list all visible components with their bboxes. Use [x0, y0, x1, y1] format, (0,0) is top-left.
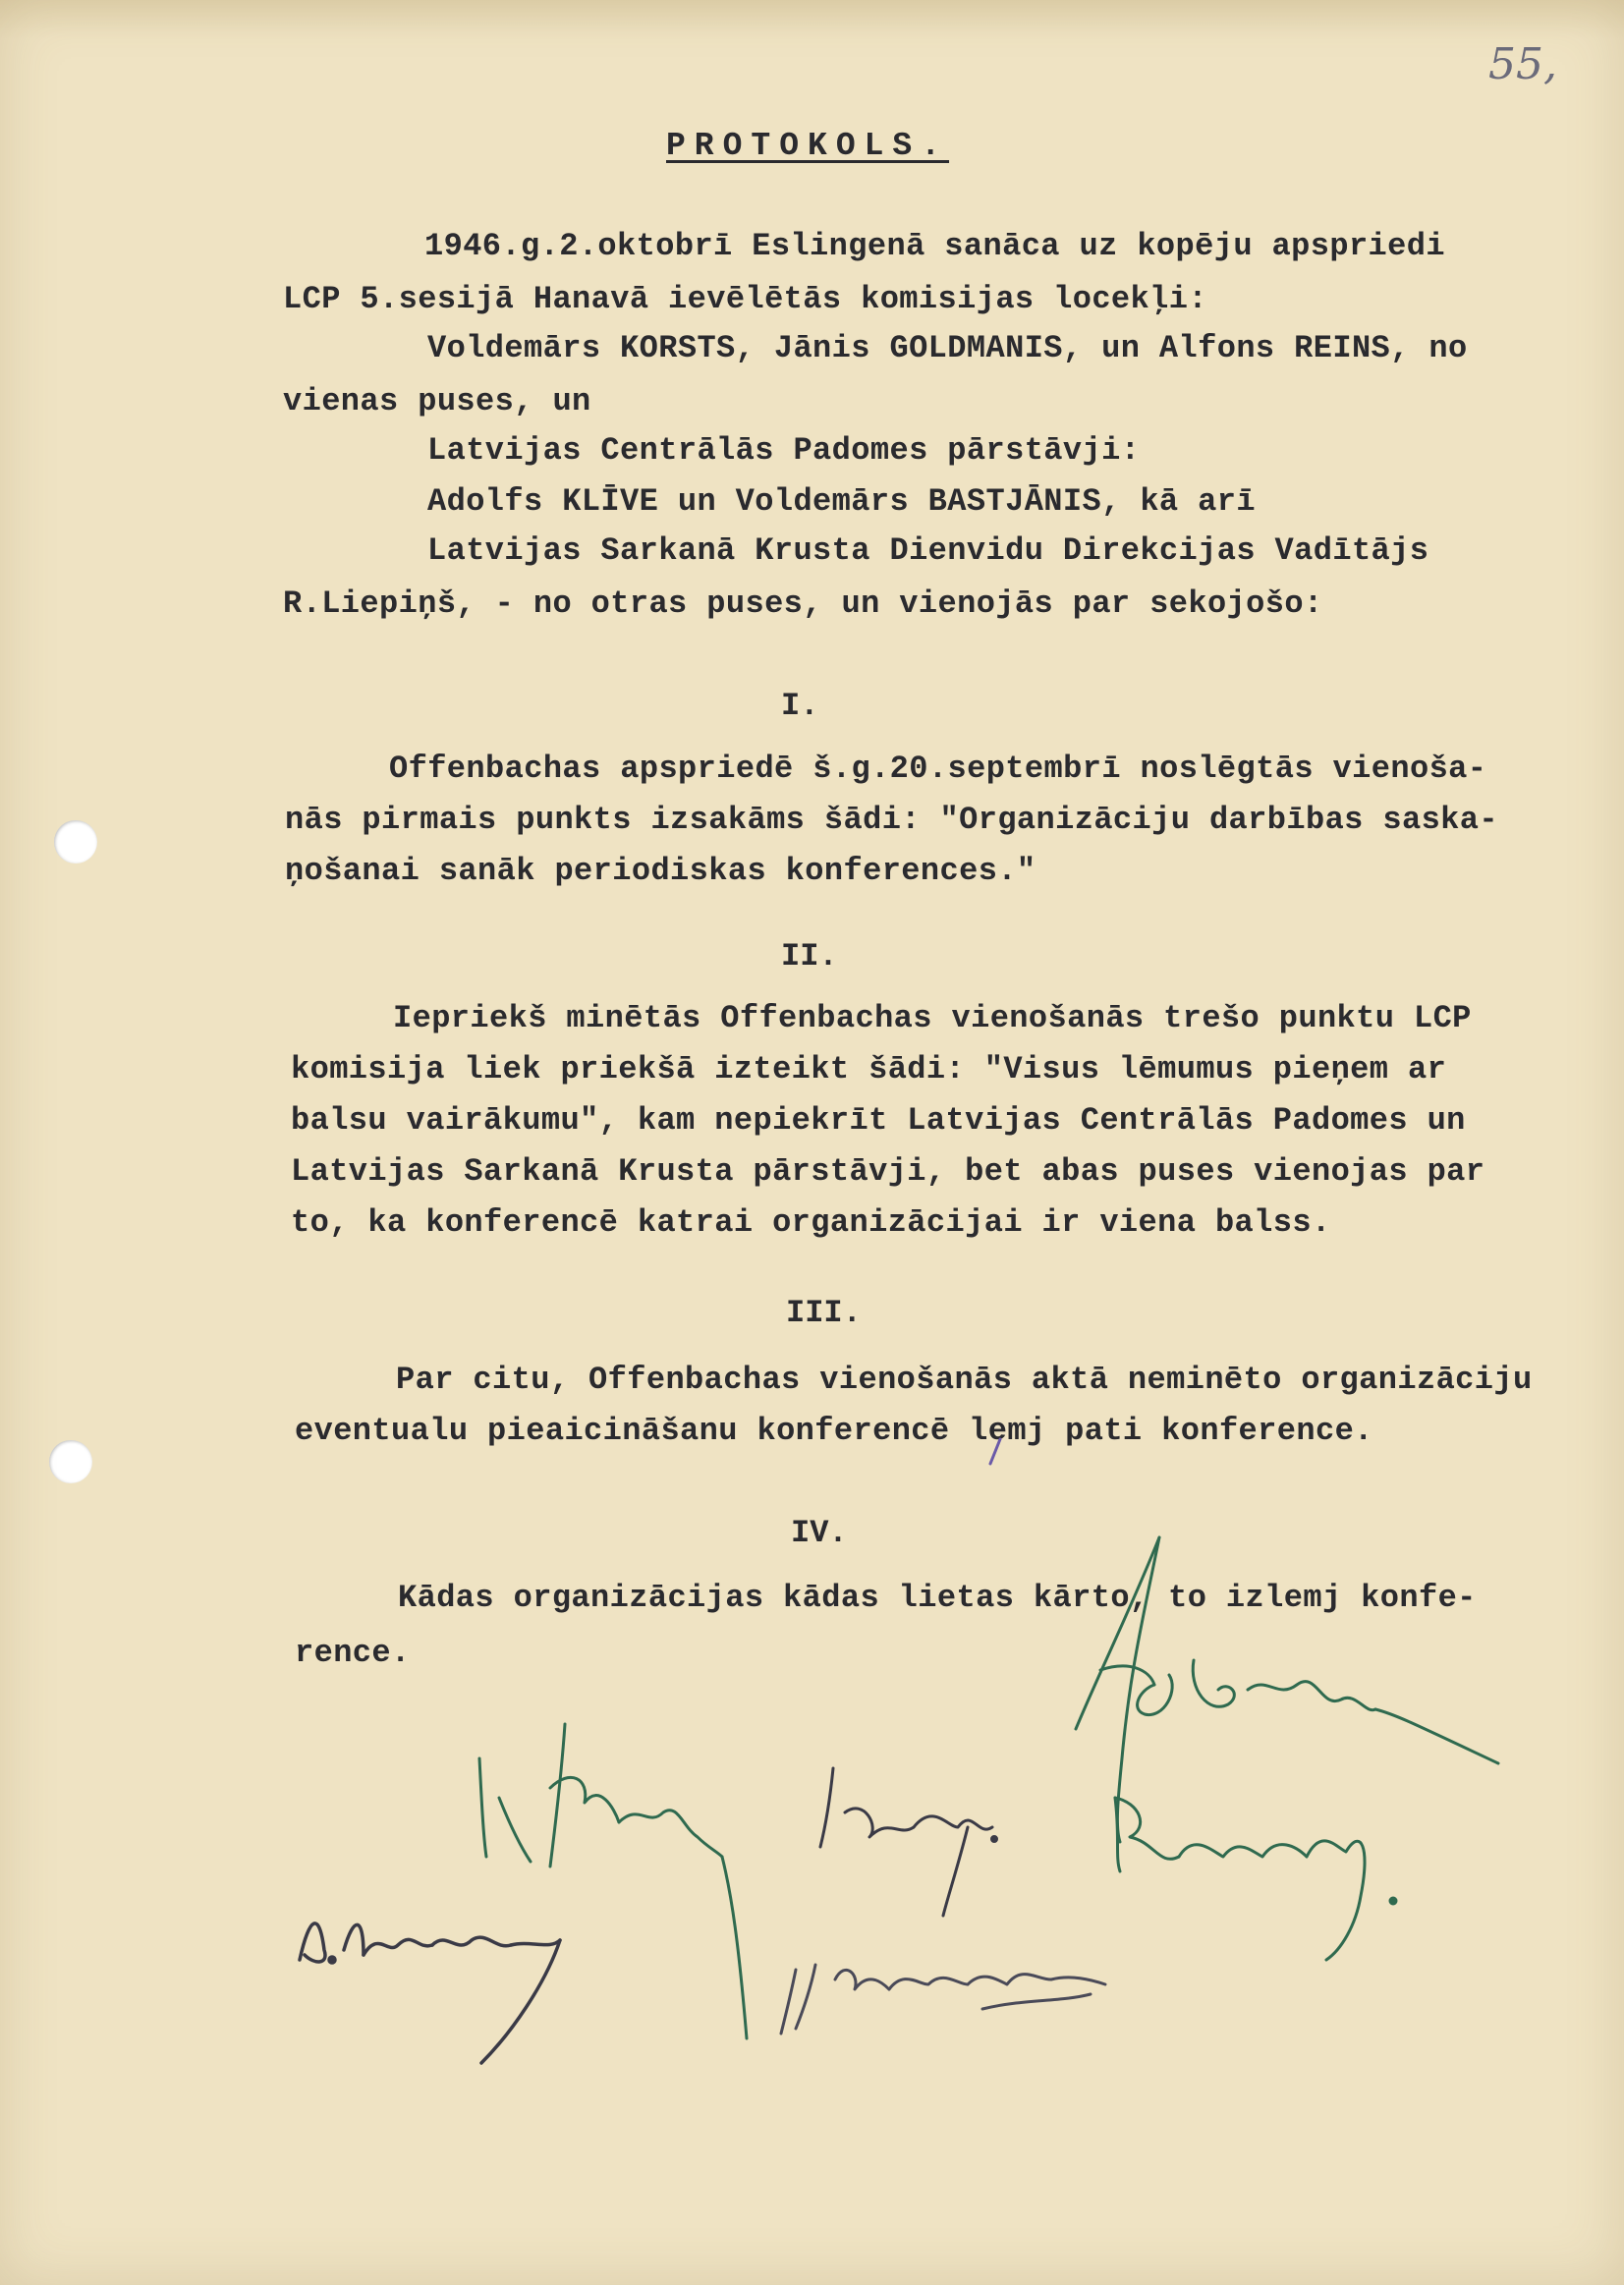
punch-hole-upper — [54, 820, 97, 864]
section-line: to, ka konferencē katrai organizācijai ir viena balss. — [291, 1204, 1331, 1241]
signature-goldmanis — [781, 1965, 1105, 2034]
signature-bastjanis — [479, 1724, 747, 2038]
section-line: Kādas organizācijas kādas lietas kārto, to izlemj konfe- — [398, 1580, 1477, 1616]
section-numeral: II. — [781, 938, 838, 975]
signature-liepins — [300, 1923, 560, 2063]
page-number: 55, — [1488, 39, 1557, 89]
section-line: balsu vairākumu", kam nepiekrīt Latvijas Centrālās Padomes un — [291, 1102, 1466, 1139]
section-line: eventualu pieaicināšanu konferencē lemj pati konference. — [295, 1413, 1373, 1449]
document-title: PROTOKOLS. — [666, 128, 950, 164]
signature-korsts — [820, 1768, 997, 1916]
section-line: ņošanai sanāk periodiskas konferences." — [285, 853, 1036, 889]
signature-reins — [1115, 1798, 1396, 1960]
intro-line: vienas puses, un — [283, 383, 591, 419]
section-line: Latvijas Sarkanā Krusta pārstāvji, bet abas puses vienojas par — [291, 1153, 1485, 1190]
section-line: Offenbachas apspriedē š.g.20.septembrī noslēgtās vienoša- — [389, 751, 1487, 787]
section-line: nās pirmais punkts izsakāms šādi: "Organizāciju darbības saska- — [285, 802, 1498, 838]
paper-top-shading — [0, 0, 1624, 39]
section-line: Par citu, Offenbachas vienošanās aktā neminēto organizāciju — [396, 1362, 1533, 1398]
section-line: Iepriekš minētās Offenbachas vienošanās trešo punktu LCP — [393, 1000, 1472, 1036]
intro-line: Latvijas Centrālās Padomes pārstāvji: — [427, 432, 1141, 469]
intro-line: Latvijas Sarkanā Krusta Dienvidu Direkcijas Vadītājs — [427, 532, 1429, 569]
section-numeral: I. — [781, 688, 819, 724]
section-line: komisija liek priekšā izteikt šādi: "Visus lēmumus pieņem ar — [291, 1051, 1447, 1087]
intro-line: R.Liepiņš, - no otras puses, un vienojās par sekojošo: — [283, 585, 1323, 622]
intro-line: Voldemārs KORSTS, Jānis GOLDMANIS, un Alfons REINS, no — [427, 330, 1468, 366]
section-line: rence. — [295, 1635, 411, 1671]
punch-hole-lower — [49, 1440, 92, 1483]
intro-line: Adolfs KLĪVE un Voldemārs BASTJĀNIS, kā arī — [427, 483, 1256, 520]
intro-line: LCP 5.sesijā Hanavā ievēlētās komisijas locekļi: — [283, 281, 1207, 317]
intro-line: 1946.g.2.oktobrī Eslingenā sanāca uz kopēju apspriedi — [424, 228, 1445, 264]
section-numeral: III. — [786, 1295, 862, 1331]
section-numeral: IV. — [791, 1515, 848, 1551]
